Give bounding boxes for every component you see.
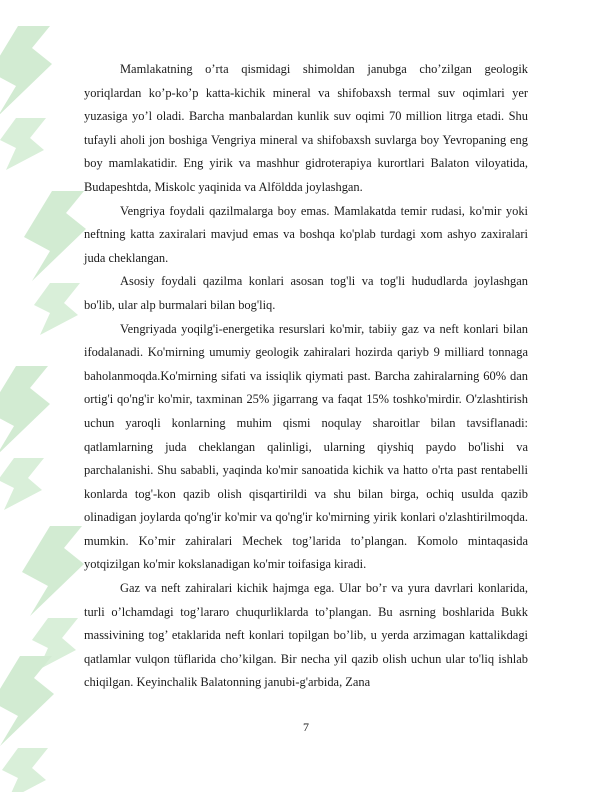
paragraph-mineral-waters: Mamlakatning o’rta qismidagi shimoldan janubga cho’zilgan geologik yoriqlardan ko’p-ko’p katta-kichik mineral va shifobaxsh termal suv oqimlari yer yuzasiga yo’l oladi. Barcha manbalardan kunlik suv oqimi 70 million litrga etadi. Shu tufayli aholi jon boshiga Vengriya mineral va shifobaxsh suvlarga boy Yevropaning eng boy mamlakatidir. Eng yirik va mashhur gidroterapiya kurortlari Balaton viloyatida, Budapeshtda, Miskolc yaqinida va Alföldda joylashgan. — [84, 62, 528, 194]
page-number: 7 — [303, 720, 309, 734]
paragraph-resources: Vengriya foydali qazilmalarga boy emas. Mamlakatda temir rudasi, ko'mir yoki neftning katta zaxiralari mavjud emas va boshqa ko'plab turdagi xom ashyo zaxiralari juda cheklangan. — [84, 203, 528, 265]
paragraph-deposits: Asosiy foydali qazilma konlari asosan tog'li va tog'li hududlarda joylashgan bo'lib, ular alp burmalari bilan bog'liq. — [84, 274, 528, 312]
paragraph-gas-oil: Gaz va neft zahiralari kichik hajmga ega. Ular bo’r va yura davrlari konlarida, turli o’lchamdagi tog’lararo chuqurliklarda to’plangan. Bu asrning boshlarida Bukk massivining tog’ etaklarida neft konlari topilgan bo’lib, u yerda arzimagan kattalikdagi qatlamlar vulqon tüflarida cho’kilgan. Bir necha yil qazib olish uchun ular to'liq ishlab chiqilgan. Keyinchalik Balatonning janubi-g'arbida, Zana — [84, 581, 528, 690]
paragraph-coal: Vengriyada yoqilg'i-energetika resurslari ko'mir, tabiiy gaz va neft konlari bilan ifodalanadi. Ko'mirning umumiy geologik zahiralari hozirda qariyb 9 milliard tonnaga baholanmoqda.Ko'mirning sifati va issiqlik qiymati past. Barcha zahiralarning 60% dan ortig'i qo'ng'ir ko'mir, taxminan 25% jigarrang va faqat 15% toshko'mirdir. O'zlashtirish uchun yaroqli konlarning muhim qismi noqulay sharoitlar bilan tavsiflanadi: qatlamlarning juda cheklangan qalinligi, ularning qiyshiq paydo bo'lishi va parchalanishi. Shu sababli, yaqinda ko'mir sanoatida kichik va hatto o'rta past rentabelli konlarda tog'-kon qazib olish qisqartirildi va shu bilan birga, ochiq usulda qazib olinadigan joylarda qo'ng'ir ko'mir va qo'ng'ir ko'mirning yirik konlari o'zlashtirilmoqda. mumkin. Ko’mir zahiralari Mechek tog’larida to’plangan. Komolo mintaqasida yotqizilgan ko'mir kokslanadigan ko'mir toifasiga kiradi. — [84, 321, 528, 572]
document-body — [84, 58, 528, 695]
